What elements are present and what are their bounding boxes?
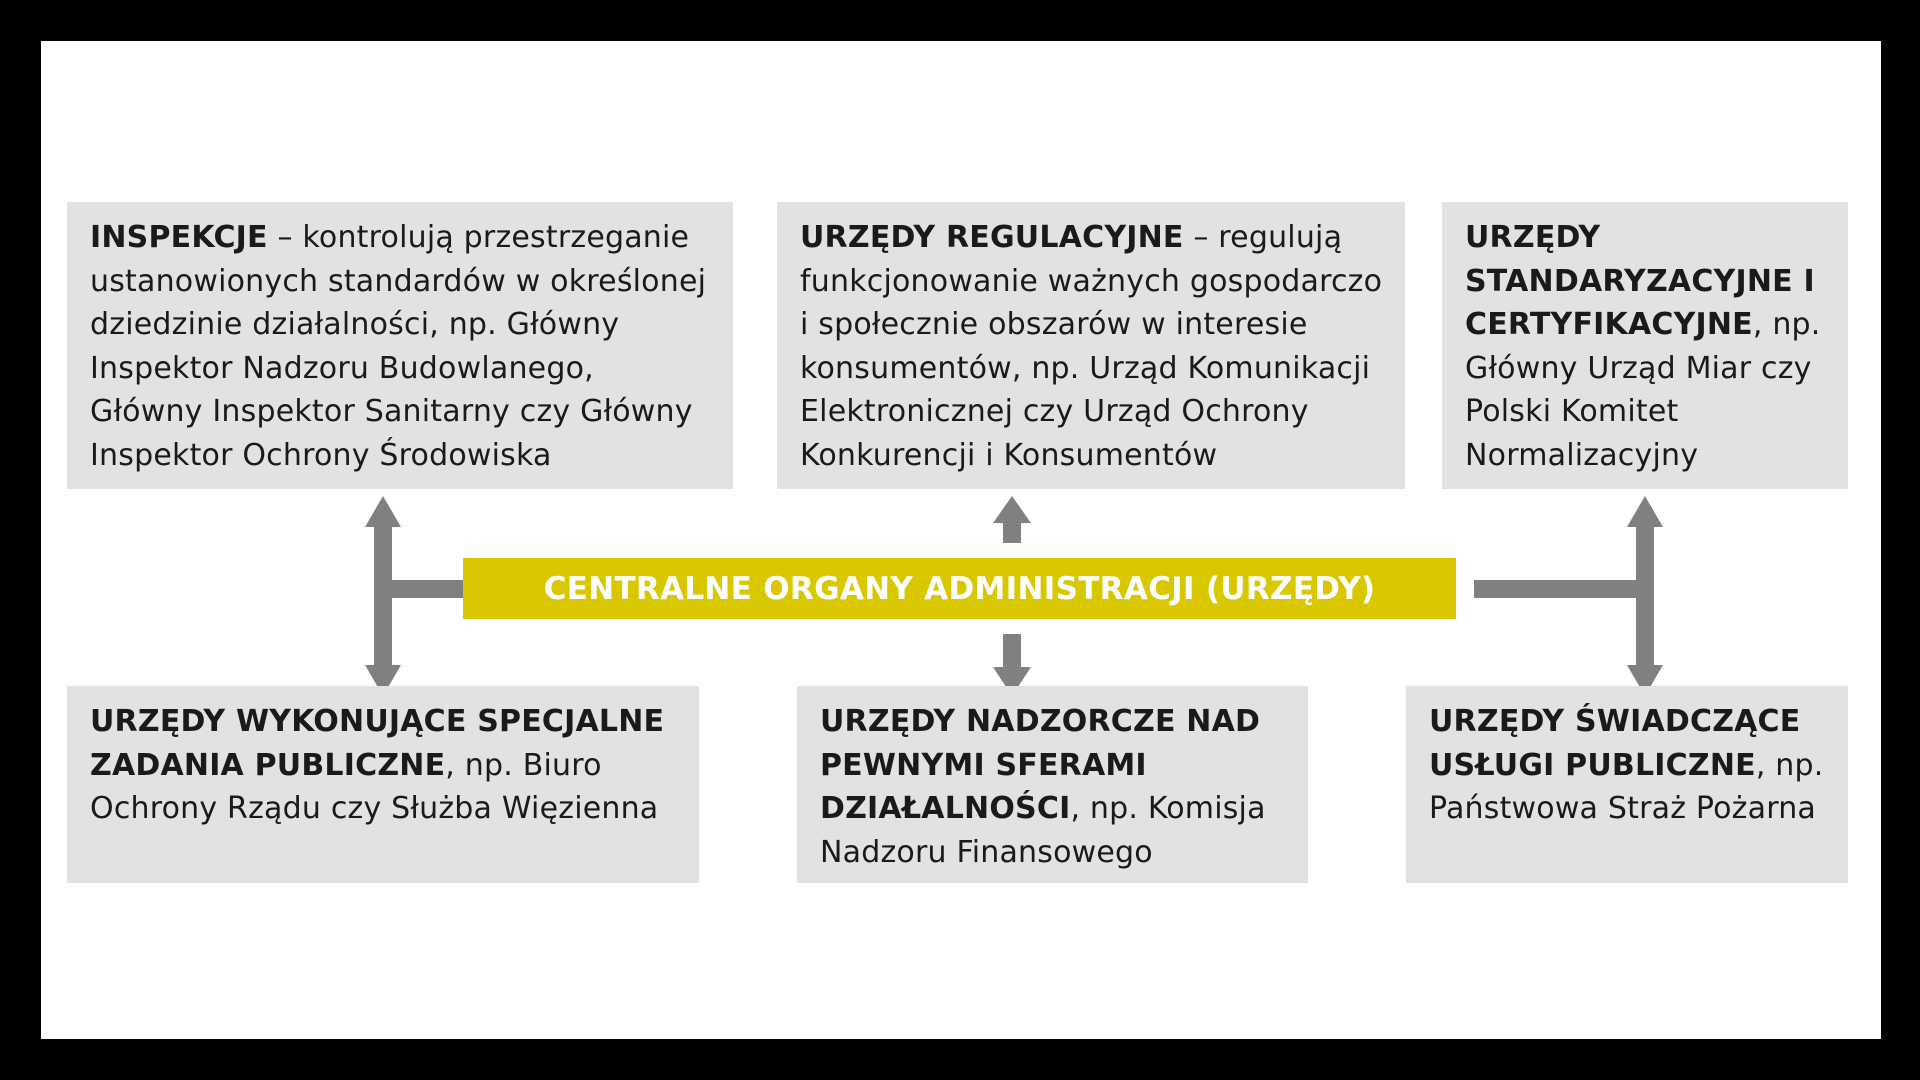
box-urzedy-swiadczace [1406, 686, 1848, 883]
box-regulacyjne-text: – regulują funkcjonowanie ważnych gospodarczo i społecznie obszarów w interesie konsumentów, np. Urząd Komunikacji Elektronicznej czy Urząd Ochrony Konkurencji i Konsumentów [800, 220, 1383, 473]
box-standaryzacyjne-title: URZĘDY STANDARYZACYJNE I CERTYFIKACYJNE [1465, 220, 1815, 342]
box-inspekcje [67, 202, 733, 489]
left-connector-arrow [365, 496, 463, 696]
box-urzedy-regulacyjne [777, 202, 1405, 489]
right-connector-arrow [1474, 496, 1663, 696]
box-swiadczace-text: , np. Państwowa Straż Pożarna [1429, 747, 1824, 826]
central-organs-banner: CENTRALNE ORGANY ADMINISTRACJI (URZĘDY) [463, 558, 1456, 619]
center-up-arrow [993, 496, 1031, 543]
diagram-canvas [41, 41, 1881, 1039]
box-urzedy-wykonujace [67, 686, 699, 883]
box-inspekcje-title: INSPEKCJE [90, 220, 268, 255]
box-urzedy-nadzorcze [797, 686, 1308, 883]
box-wykonujace-text: , np. Biuro Ochrony Rządu czy Służba Więzienna [90, 747, 659, 826]
box-standaryzacyjne-text: , np. Główny Urząd Miar czy Polski Komitet Normalizacyjny [1465, 307, 1821, 473]
box-urzedy-standaryzacyjne [1442, 202, 1848, 489]
box-nadzorcze-title: URZĘDY NADZORCZE NAD PEWNYMI SFERAMI DZIAŁALNOŚCI [820, 704, 1261, 826]
box-inspekcje-text: – kontrolują przestrzeganie ustanowionych standardów w określonej dziedzinie działalności, np. Główny Inspektor Nadzoru Budowlanego, Główny Inspektor Sanitarny czy Główny Inspektor Ochrony Środowiska [90, 220, 707, 473]
connector-arrows [41, 41, 1881, 1039]
box-regulacyjne-title: URZĘDY REGULACYJNE [800, 220, 1184, 255]
box-wykonujace-title: URZĘDY WYKONUJĄCE SPECJALNE ZADANIA PUBLICZNE [90, 704, 665, 783]
box-swiadczace-title: URZĘDY ŚWIADCZĄCE USŁUGI PUBLICZNE [1429, 704, 1801, 783]
box-nadzorcze-text: , np. Komisja Nadzoru Finansowego [820, 791, 1266, 870]
